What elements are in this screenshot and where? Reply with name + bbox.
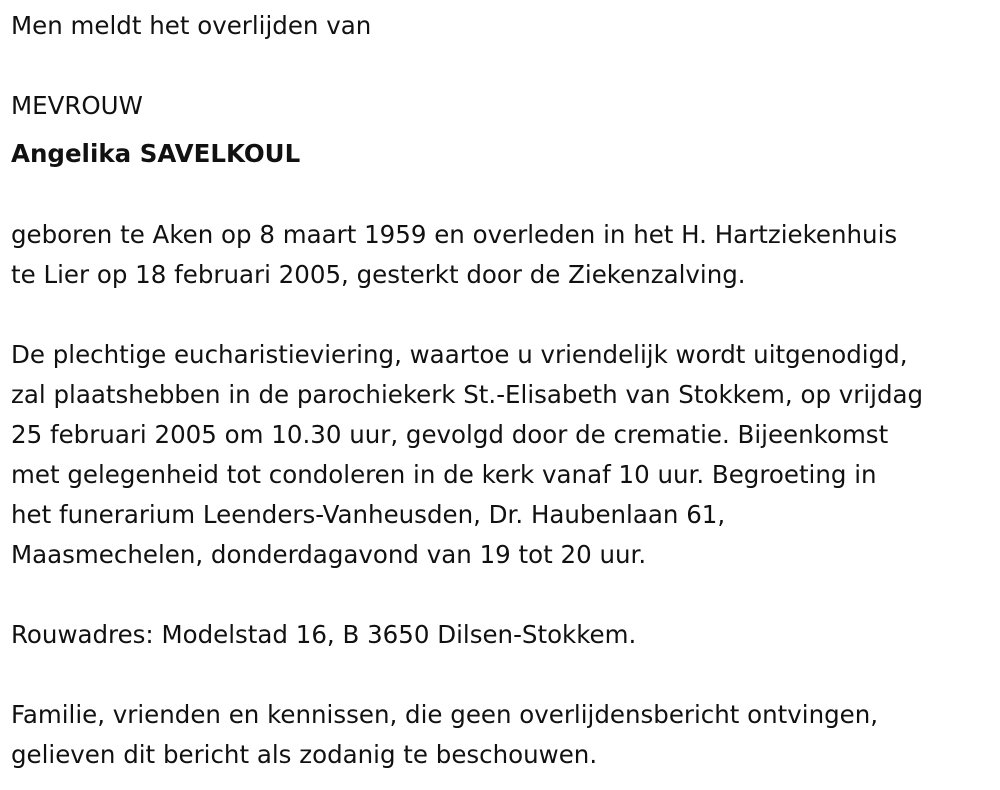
intro-text: Men meldt het overlijden van [11,11,372,40]
closing-line-2: gelieven dit bericht als zodanig te beschouwen. [11,740,598,769]
death-announcement [11,0,996,790]
ceremony-line-1: De plechtige eucharistieviering, waartoe u vriendelijk wordt uitgenodigd, [11,340,908,369]
ceremony-line-2: zal plaatshebben in de parochiekerk St.-Elisabeth van Stokkem, op vrijdag [11,380,924,409]
deceased-name: Angelika SAVELKOUL [11,139,301,168]
closing-line-1: Familie, vrienden en kennissen, die geen overlijdensbericht ontvingen, [11,700,879,729]
birth-death-line-2: te Lier op 18 februari 2005, gesterkt door de Ziekenzalving. [11,260,746,289]
birth-death-line-1: geboren te Aken op 8 maart 1959 en overleden in het H. Hartziekenhuis [11,220,898,249]
mourning-address: Rouwadres: Modelstad 16, B 3650 Dilsen-Stokkem. [11,620,637,649]
honorific-title: MEVROUW [11,91,143,120]
ceremony-line-3: 25 februari 2005 om 10.30 uur, gevolgd door de crematie. Bijeenkomst [11,420,889,449]
ceremony-line-6: Maasmechelen, donderdagavond van 19 tot 20 uur. [11,540,647,569]
ceremony-line-4: met gelegenheid tot condoleren in de kerk vanaf 10 uur. Begroeting in [11,460,877,489]
ceremony-line-5: het funerarium Leenders-Vanheusden, Dr. Haubenlaan 61, [11,500,726,529]
